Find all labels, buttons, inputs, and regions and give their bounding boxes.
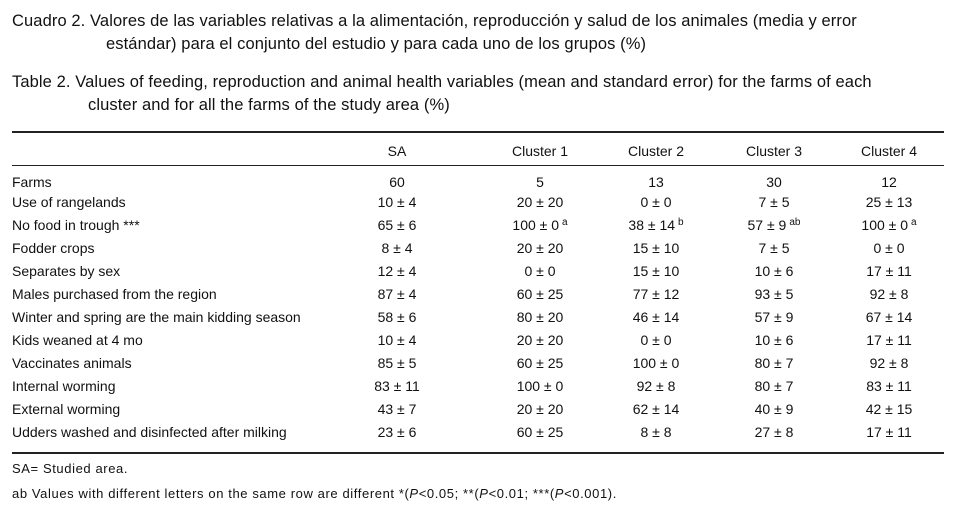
cell-value: 15 ± 10 [632,239,680,256]
cell-cluster-2 [598,190,714,213]
cell-cluster-3 [714,421,834,444]
cell-sa [312,190,482,213]
cell-sa [312,164,482,190]
cell-value: 57 ± 9 [747,216,787,233]
row-label: External worming [12,401,121,418]
cell-value: 100 ± 0 [512,216,560,233]
cell-cluster-3 [714,236,834,259]
cell-value: 10 ± 6 [754,332,794,349]
cell-cluster-2 [598,421,714,444]
cell-sa [312,259,482,282]
cell-value: 100 ± 0 [861,216,909,233]
row-label: No food in trough *** [12,216,140,233]
cell-value: 62 ± 14 [632,401,680,418]
row-label: Use of rangelands [12,193,126,210]
cell-value: 8 ± 4 [381,239,413,256]
cell-cluster-2 [598,213,714,236]
cell-value: 20 ± 20 [516,332,564,349]
table-row [12,236,944,259]
significance-letter: a [911,216,917,228]
cell-value: 60 ± 25 [516,355,564,372]
cell-cluster-2 [598,398,714,421]
header-empty [12,138,312,164]
header-cluster-1: Cluster 1 [511,143,569,159]
cell-sa [312,375,482,398]
cell-value: 17 ± 11 [866,262,912,279]
cell-value: 20 ± 20 [516,239,564,256]
row-label: Udders washed and disinfected after milking [12,424,287,441]
significance-letter: b [678,216,684,228]
cell-value: 7 ± 5 [758,193,790,210]
footnote-p2: P [479,486,489,501]
row-label: Fodder crops [12,239,95,256]
cell-cluster-1 [482,190,598,213]
cell-value: 7 ± 5 [758,239,790,256]
cell-cluster-3 [714,329,834,352]
table-row [12,398,944,421]
cell-value: 23 ± 6 [377,424,417,441]
cell-cluster-4 [834,305,944,328]
cell-value: 80 ± 7 [754,378,794,395]
cell-value: 43 ± 7 [377,401,417,418]
cell-sa [312,329,482,352]
header-cluster-3: Cluster 3 [745,143,803,159]
cell-value: 5 [536,174,544,190]
cell-value: 0 ± 0 [873,239,905,256]
cell-value: 87 ± 4 [377,285,417,302]
cell-cluster-4 [834,213,944,236]
cell-value: 0 ± 0 [640,193,672,210]
cell-value: 20 ± 20 [516,193,564,210]
caption-english [12,71,945,117]
cell-cluster-3 [714,213,834,236]
row-label: Internal worming [12,378,116,395]
cell-cluster-2 [598,375,714,398]
cell-sa [312,305,482,328]
caption-spanish [12,10,945,56]
cell-value: 46 ± 14 [632,309,680,326]
cell-value: 80 ± 7 [754,355,794,372]
cell-cluster-1 [482,259,598,282]
cell-value: 12 [881,174,897,190]
cell-sa [312,398,482,421]
cell-value: 0 ± 0 [524,262,556,279]
cell-cluster-4 [834,259,944,282]
footnote-p1: P [409,486,419,501]
cell-cluster-4 [834,190,944,213]
cell-cluster-4 [834,164,944,190]
cell-cluster-1 [482,352,598,375]
row-label: Males purchased from the region [12,285,217,302]
cell-cluster-4 [834,236,944,259]
cell-cluster-4 [834,398,944,421]
cell-cluster-1 [482,282,598,305]
cell-cluster-3 [714,398,834,421]
cell-cluster-1 [482,329,598,352]
header-sa: SA [387,143,407,159]
cell-value: 15 ± 10 [632,262,680,279]
cell-cluster-2 [598,236,714,259]
row-label: Winter and spring are the main kidding season [12,309,301,326]
cell-value: 60 ± 25 [516,285,564,302]
cell-value: 12 ± 4 [377,262,417,279]
cell-cluster-1 [482,236,598,259]
cell-value: 10 ± 4 [377,193,417,210]
table-row [12,375,944,398]
cell-cluster-1 [482,213,598,236]
cell-value: 42 ± 15 [865,401,913,418]
cell-value: 10 ± 6 [754,262,794,279]
cell-cluster-1 [482,421,598,444]
cell-value: 10 ± 4 [377,332,417,349]
cell-value: 27 ± 8 [754,424,794,441]
cell-value: 13 [648,174,664,190]
cell-cluster-2 [598,305,714,328]
cell-cluster-2 [598,329,714,352]
table-row [12,213,944,236]
cell-value: 30 [766,174,782,190]
cell-sa [312,213,482,236]
caption-english-line2: cluster and for all the farms of the study area (%) [88,96,450,114]
table-row [12,329,944,352]
row-label: Kids weaned at 4 mo [12,332,143,349]
significance-letter: ab [789,216,801,228]
row-label: Vaccinates animals [12,355,132,372]
cell-cluster-4 [834,282,944,305]
cell-cluster-1 [482,375,598,398]
cell-cluster-2 [598,164,714,190]
cell-cluster-2 [598,282,714,305]
cell-value: 0 ± 0 [640,332,672,349]
row-label: Farms [12,174,52,190]
footnote-p3: P [554,486,565,501]
caption-english-line1: Table 2. Values of feeding, reproduction and animal health variables (mean and standard error) for the farms of each [12,73,872,91]
caption-spanish-line2: estándar) para el conjunto del estudio y para cada uno de los grupos (%) [106,35,647,53]
table-row [12,259,944,282]
footnote-t3: <0.001). [564,486,617,501]
footnote-sa: SA= Studied area. [12,461,129,476]
cell-value: 83 ± 11 [866,378,912,395]
cell-value: 77 ± 12 [632,285,680,302]
cell-value: 17 ± 11 [866,424,912,441]
cell-value: 57 ± 9 [754,309,794,326]
header-cluster-2: Cluster 2 [627,143,685,159]
cell-value: 25 ± 13 [865,193,913,210]
significance-letter: a [562,216,568,228]
cell-cluster-3 [714,305,834,328]
cell-value: 38 ± 14 [628,216,676,233]
cell-cluster-4 [834,421,944,444]
cell-value: 93 ± 5 [754,285,794,302]
cell-cluster-4 [834,329,944,352]
cell-sa [312,236,482,259]
table-row [12,164,944,190]
cell-cluster-1 [482,305,598,328]
footnote-significance [12,486,617,501]
data-table [12,138,944,444]
cell-cluster-3 [714,352,834,375]
table-row [12,282,944,305]
table-top-rule [12,131,944,133]
cell-value: 83 ± 11 [374,378,420,395]
table-row [12,421,944,444]
cell-value: 60 [389,174,405,190]
cell-value: 100 ± 0 [632,355,680,372]
table-bottom-rule [12,452,944,454]
cell-value: 80 ± 20 [516,309,564,326]
cell-value: 100 ± 0 [516,378,564,395]
caption-spanish-line1: Cuadro 2. Valores de las variables relativas a la alimentación, reproducción y salud de los animales (media y error [12,12,857,30]
cell-sa [312,352,482,375]
cell-value: 8 ± 8 [640,424,672,441]
row-label: Separates by sex [12,262,121,279]
cell-value: 58 ± 6 [377,309,417,326]
cell-value: 65 ± 6 [377,216,417,233]
cell-cluster-3 [714,259,834,282]
cell-sa [312,282,482,305]
cell-value: 67 ± 14 [865,309,913,326]
cell-value: 85 ± 5 [377,355,417,372]
cell-cluster-3 [714,375,834,398]
cell-value: 92 ± 8 [869,355,909,372]
table-header-row [12,138,944,164]
cell-cluster-1 [482,398,598,421]
table-row [12,190,944,213]
cell-cluster-3 [714,190,834,213]
cell-value: 92 ± 8 [636,378,676,395]
cell-value: 92 ± 8 [869,285,909,302]
cell-cluster-3 [714,164,834,190]
cell-cluster-2 [598,352,714,375]
cell-value: 17 ± 11 [866,332,912,349]
table-row [12,352,944,375]
cell-cluster-2 [598,259,714,282]
cell-cluster-4 [834,352,944,375]
cell-cluster-3 [714,282,834,305]
footnote-t2: <0.01; ***( [488,486,555,501]
table-row [12,305,944,328]
cell-cluster-4 [834,375,944,398]
cell-cluster-1 [482,164,598,190]
cell-value: 60 ± 25 [516,424,564,441]
header-cluster-4: Cluster 4 [860,143,918,159]
cell-value: 40 ± 9 [754,401,794,418]
footnote-significance-prefix: ab Values with different letters on the same row are different *( [12,486,410,501]
cell-value: 20 ± 20 [516,401,564,418]
cell-sa [312,421,482,444]
footnote-t1: <0.05; **( [418,486,480,501]
